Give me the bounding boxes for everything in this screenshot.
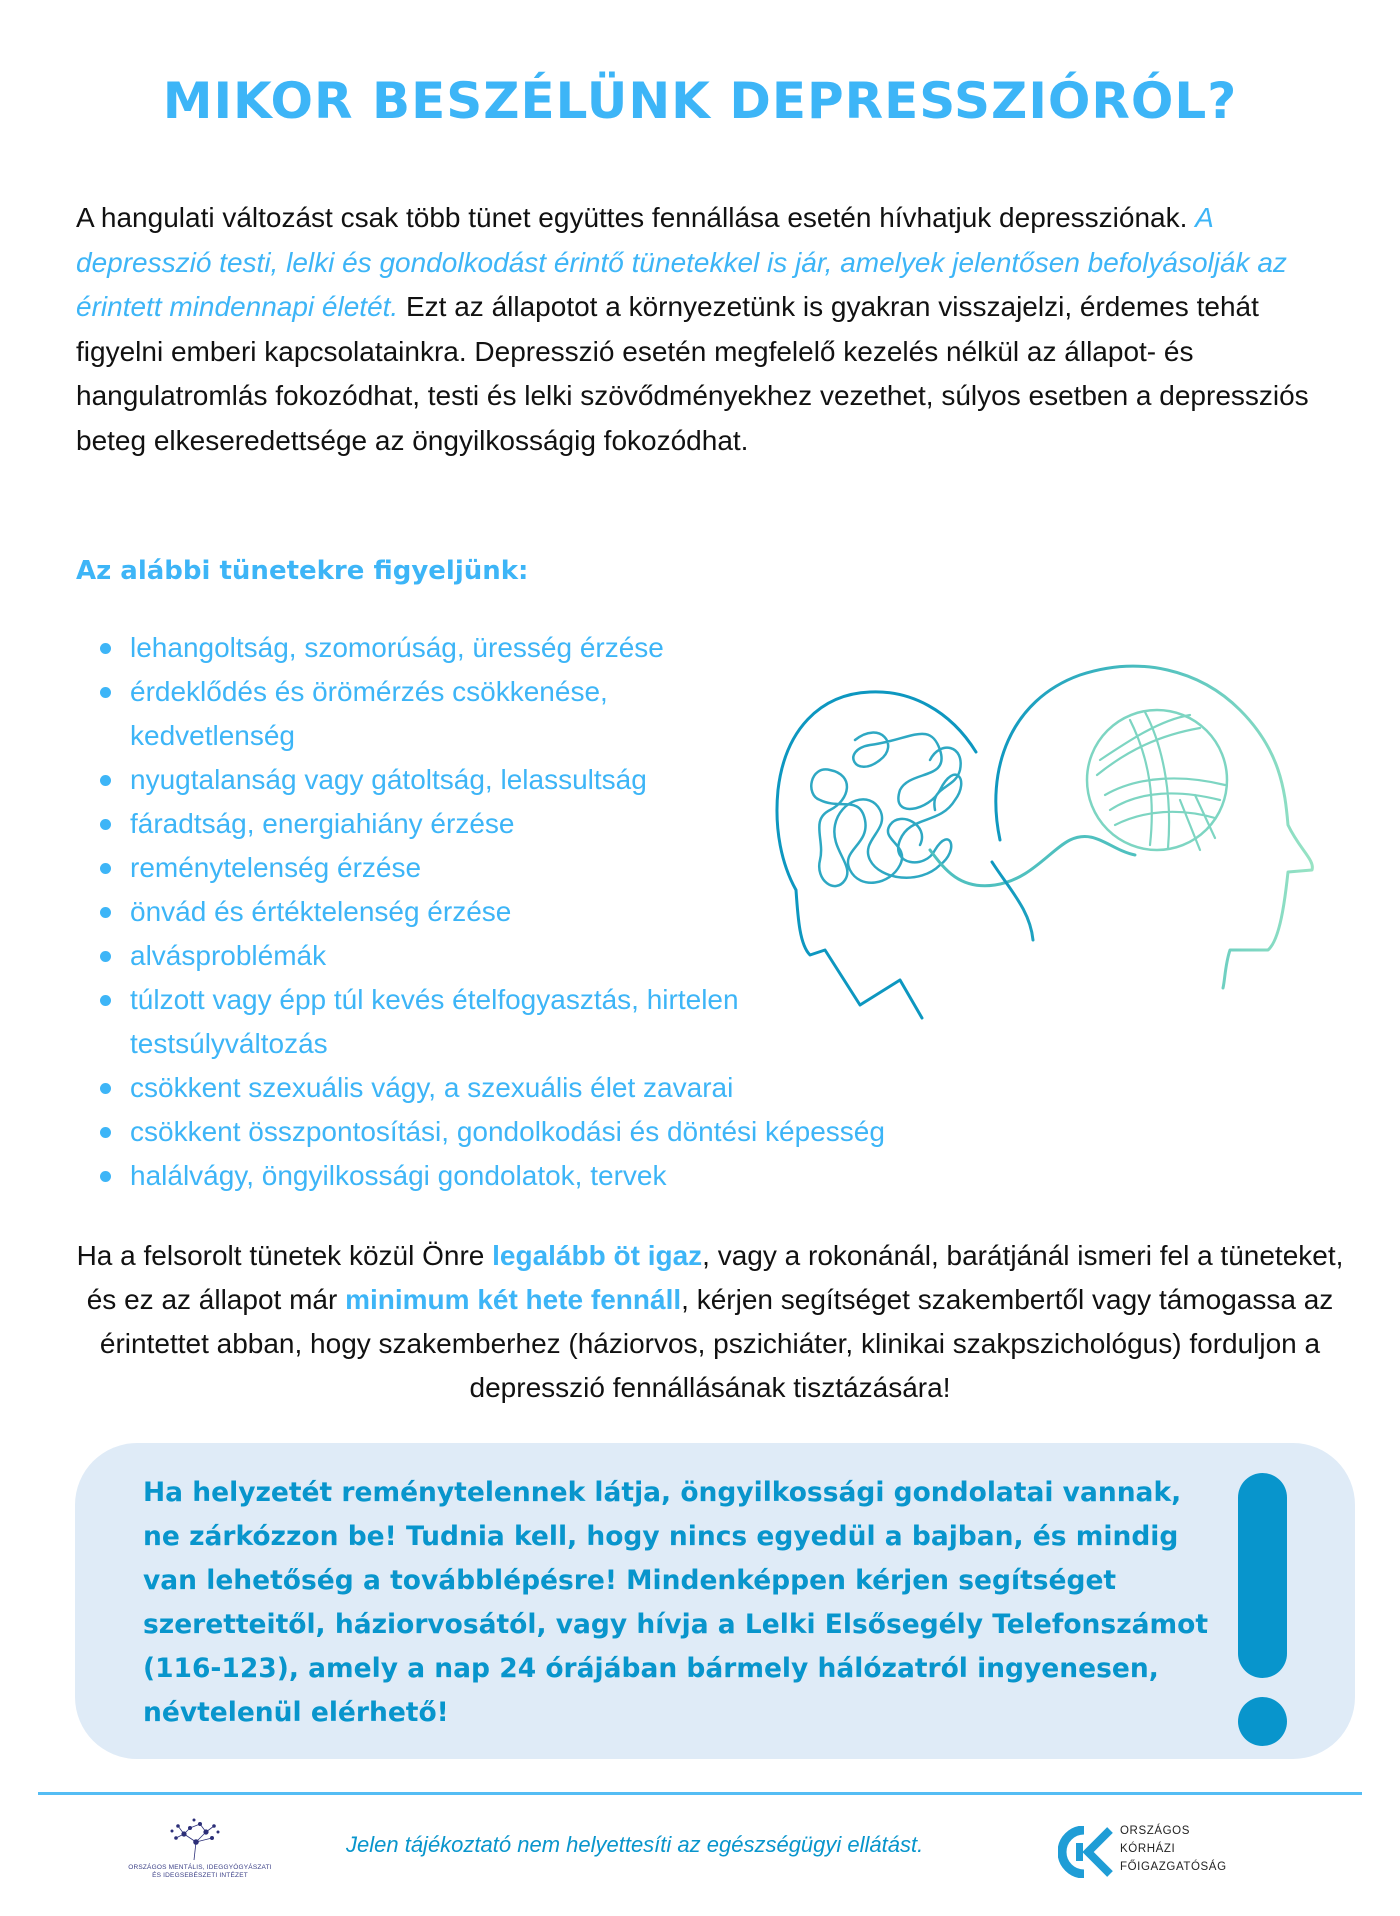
okfo-ck-logo-icon bbox=[1058, 1826, 1114, 1878]
logo-right-text: ORSZÁGOS KÓRHÁZI FŐIGAZGATÓSÁG bbox=[1120, 1825, 1227, 1873]
bullet-icon bbox=[100, 1127, 111, 1138]
bullet-icon bbox=[100, 643, 111, 654]
exclamation-dot-icon bbox=[1238, 1697, 1287, 1746]
symptom-text: önvád és értéktelenség érzése bbox=[130, 896, 512, 927]
bullet-icon bbox=[100, 1083, 111, 1094]
intro-text-1: A hangulati változást csak több tünet együttes fennállása esetén hívhatjuk depressziónak. bbox=[76, 202, 1196, 233]
bullet-icon bbox=[100, 1171, 111, 1182]
symptom-text: alvásproblémák bbox=[130, 940, 327, 971]
symptom-text: nyugtalanság vagy gátoltság, lelassultság bbox=[130, 764, 647, 795]
symptom-text: csökkent szexuális vágy, a szexuális élet zavarai bbox=[130, 1072, 734, 1103]
symptom-text: fáradtság, energiahiány érzése bbox=[130, 808, 515, 839]
symptoms-heading: Az alábbi tünetekre figyeljünk: bbox=[76, 556, 529, 586]
footer-divider bbox=[38, 1792, 1362, 1795]
symptom-text: csökkent összpontosítási, gondolkodási és döntési képesség bbox=[130, 1116, 885, 1147]
criteria-emphasis-five-symptoms: legalább öt igaz bbox=[492, 1240, 703, 1271]
criteria-emphasis-two-weeks: minimum két hete fennáll bbox=[345, 1284, 682, 1315]
bullet-icon bbox=[100, 775, 111, 786]
exclamation-icon bbox=[1238, 1473, 1287, 1678]
symptom-item bbox=[96, 1110, 1076, 1154]
page-title: MIKOR BESZÉLÜNK DEPRESSZIÓRÓL? bbox=[162, 72, 1238, 130]
criteria-text-2: , vagy a rokonánál, barátjánál ismeri fel a tüneteket, és ez az állapot már bbox=[86, 1240, 1344, 1315]
disclaimer-text: Jelen tájékoztató nem helyettesíti az egészségügyi ellátást. bbox=[346, 1832, 924, 1857]
intro-paragraph bbox=[76, 196, 1336, 463]
intro-text-2: Ezt az állapotot a környezetünk is gyakran visszajelzi, érdemes tehát figyelni emberi kapcsolatainkra. Depresszió esetén megfelelő kezelés nélkül az állapot- és hangulatromlás fokozódhat, testi és lelki szövődményekhez vezethet, súlyos esetben a depressziós beteg elkeseredettsége az öngyilkosságig fokozódhat. bbox=[76, 291, 1309, 456]
criteria-text-1: Ha a felsorolt tünetek közül Önre bbox=[76, 1240, 493, 1271]
symptom-text: halálvágy, öngyilkossági gondolatok, tervek bbox=[130, 1160, 667, 1191]
bullet-icon bbox=[100, 995, 111, 1006]
symptom-text: érdeklődés és örömérzés csökkenése, kedvetlenség bbox=[130, 676, 608, 751]
symptom-text: lehangoltság, szomorúság, üresség érzése bbox=[130, 632, 664, 663]
symptom-item bbox=[96, 1066, 1076, 1110]
criteria-paragraph bbox=[60, 1234, 1360, 1410]
left-head-outline bbox=[777, 692, 976, 1018]
two-heads-tangled-and-yarn-ball-icon bbox=[760, 650, 1380, 1030]
symptom-text: túlzott vagy épp túl kevés ételfogyasztás, hirtelen testsúlyváltozás bbox=[130, 984, 739, 1059]
alert-text: Ha helyzetét reménytelennek látja, öngyilkossági gondolatai vannak, ne zárkózzon be! Tudnia kell, hogy nincs egyedül a bajban, és mindig van lehetőség a továbblépésre! Mindenképpen kérjen segítséget szeretteitől, háziorvosától, vagy hívja a Lelki Elsősegély Telefonszámot (116-123), amely a nap 24 órájában bármely hálózatról ingyenesen, névtelenül elérhető! bbox=[143, 1477, 1208, 1728]
symptom-item bbox=[96, 1154, 1076, 1198]
bullet-icon bbox=[100, 907, 111, 918]
logo-omiii bbox=[100, 1816, 290, 1888]
bullet-icon bbox=[100, 819, 111, 830]
symptom-item bbox=[96, 670, 690, 758]
dandelion-network-icon bbox=[170, 1816, 222, 1862]
connecting-thread bbox=[930, 836, 1135, 885]
alert-box bbox=[75, 1443, 1355, 1759]
intro-highlight: A depresszió testi, lelki és gondolkodást érintő tünetekkel is jár, amelyek jelentősen befolyásolják az érintett mindennapi életét. bbox=[76, 202, 1287, 322]
logo-left-text: ORSZÁGOS MENTÁLIS, IDEGGYÓGYÁSZATI ÉS IDEGSEBÉSZETI INTÉZET bbox=[128, 1864, 272, 1879]
bullet-icon bbox=[100, 951, 111, 962]
symptom-item bbox=[96, 978, 750, 1066]
criteria-text-3: , kérjen segítséget szakembertől vagy támogassa az érintettet abban, hogy szakemberhez (háziorvos, pszichiáter, klinikai szakpszichológus) forduljon a depresszió fennállásának tisztázására! bbox=[99, 1284, 1334, 1403]
bullet-icon bbox=[100, 863, 111, 874]
bullet-icon bbox=[100, 687, 111, 698]
symptom-text: reménytelenség érzése bbox=[130, 852, 422, 883]
logo-okfo bbox=[1058, 1822, 1298, 1886]
